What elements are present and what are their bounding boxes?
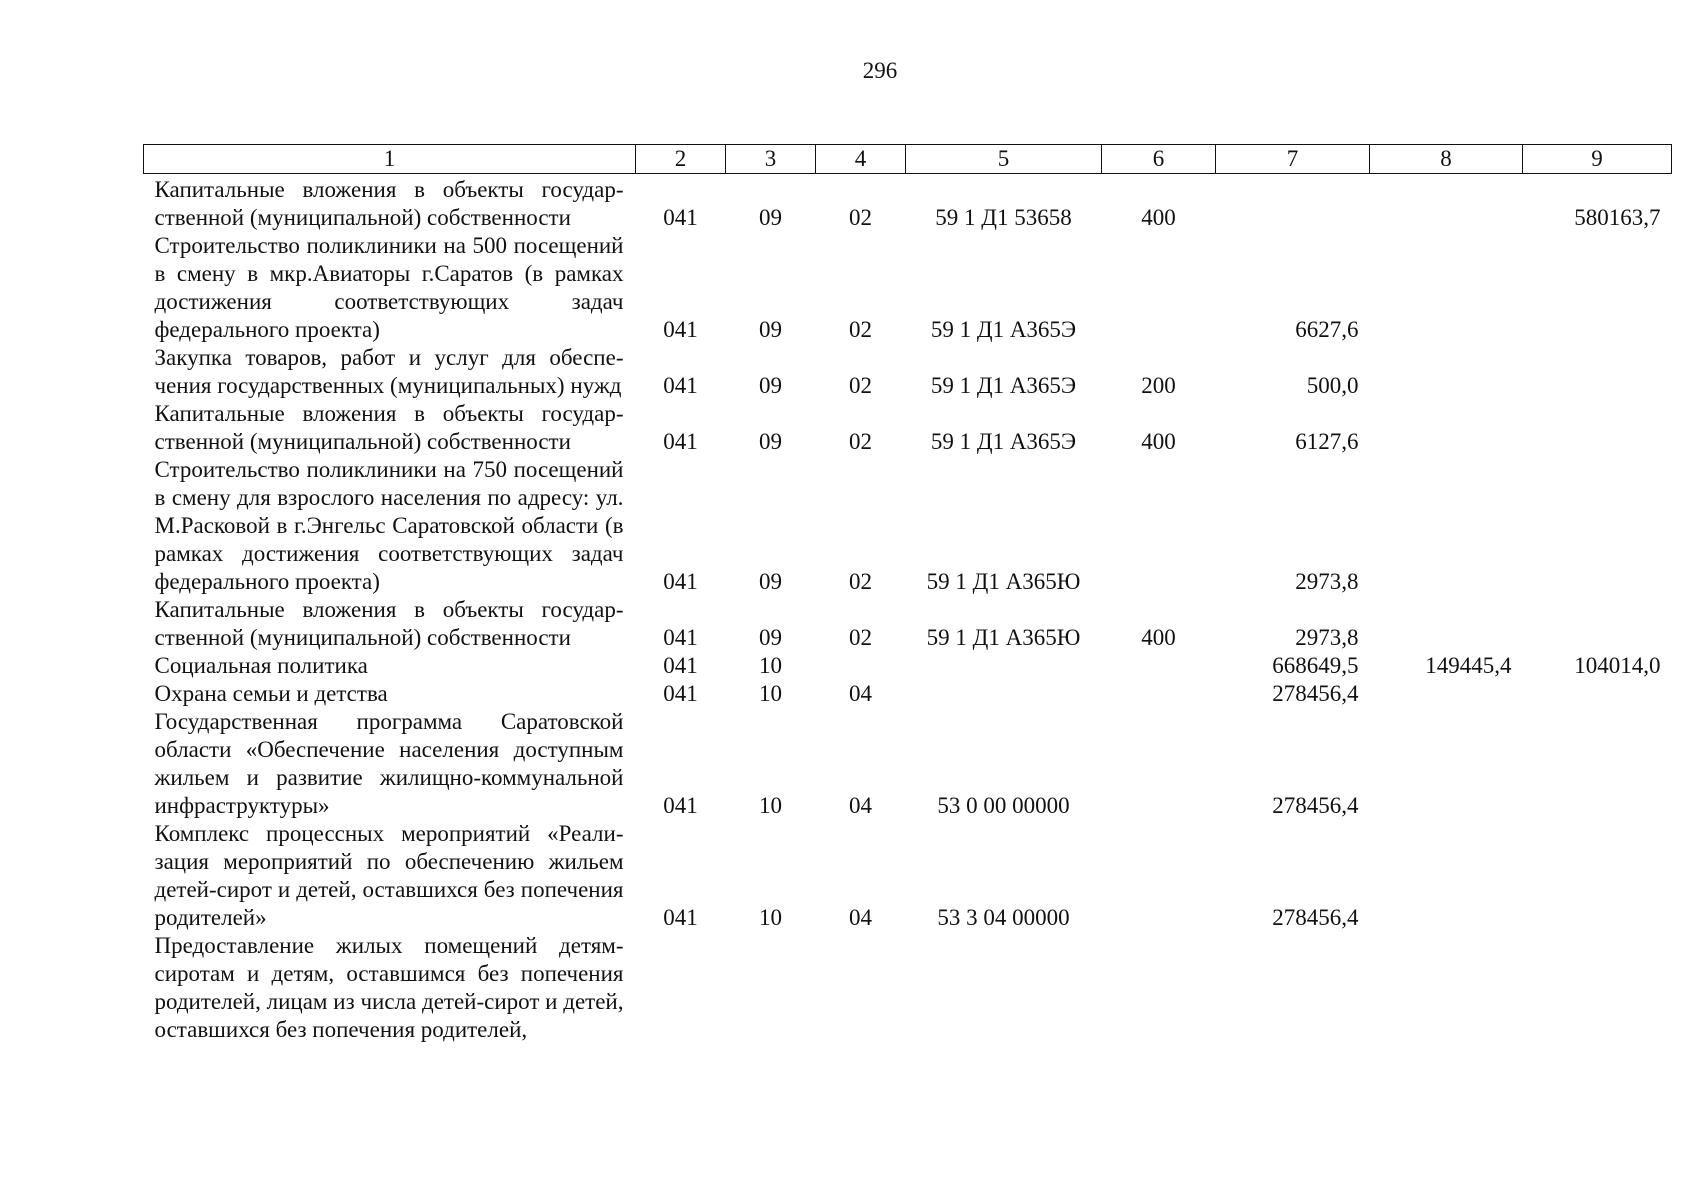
table-row bbox=[144, 932, 1672, 1044]
column-header-1: 1 bbox=[144, 145, 636, 174]
row-amount-col7 bbox=[1216, 174, 1370, 233]
row-amount-col9 bbox=[1523, 596, 1672, 652]
column-header-2: 2 bbox=[636, 145, 726, 174]
row-ministry-code: 041 bbox=[663, 317, 698, 342]
row-subsection-code: 02 bbox=[849, 373, 872, 398]
row-target-item-code bbox=[906, 932, 1102, 1044]
row-target-item-code bbox=[906, 652, 1102, 680]
row-section-code: 10 bbox=[759, 653, 782, 678]
row-subsection-code bbox=[816, 652, 906, 680]
row-description: Комплекс процессных мероприятий «Реализация мероприятий по обеспечению жильем детей-сирот и детей, оставшихся без попечения родителей» bbox=[154, 821, 624, 930]
row-target-item-code: 59 1 Д1 А365Э bbox=[930, 429, 1077, 454]
row-subsection-code: 02 bbox=[849, 625, 872, 650]
table-row bbox=[144, 400, 1672, 456]
column-header-3: 3 bbox=[726, 145, 816, 174]
row-amount-col9 bbox=[1523, 932, 1672, 1044]
row-ministry-code: 041 bbox=[663, 205, 698, 230]
row-description: Предоставление жилых помещений детям-сиротам и детям, оставшимся без попечения родителей, лицам из числа детей-сирот и детей, оставшихся без попечения родителей, bbox=[154, 933, 624, 1042]
table-row bbox=[144, 596, 1672, 652]
row-target-item-code: 53 3 04 00000 bbox=[937, 905, 1070, 930]
row-expense-type-code: 400 bbox=[1141, 429, 1176, 454]
row-amount-col7: 2973,8 bbox=[1295, 625, 1359, 650]
row-ministry-code bbox=[636, 932, 726, 1044]
row-amount-col8 bbox=[1370, 174, 1523, 233]
row-description: Капитальные вложения в объекты государственной (муниципальной) собственности bbox=[154, 177, 624, 230]
table-row bbox=[144, 232, 1672, 344]
row-target-item-code: 59 1 Д1 53658 bbox=[935, 205, 1072, 230]
row-section-code bbox=[726, 932, 816, 1044]
row-section-code: 09 bbox=[759, 569, 782, 594]
column-header-9: 9 bbox=[1523, 145, 1672, 174]
row-amount-col8: 149445,4 bbox=[1425, 653, 1512, 678]
row-amount-col9 bbox=[1523, 344, 1672, 400]
row-amount-col7: 668649,5 bbox=[1272, 653, 1359, 678]
row-expense-type-code: 200 bbox=[1141, 373, 1176, 398]
row-amount-col8 bbox=[1370, 232, 1523, 344]
row-ministry-code: 041 bbox=[663, 905, 698, 930]
row-section-code: 09 bbox=[759, 625, 782, 650]
row-amount-col8 bbox=[1370, 344, 1523, 400]
row-target-item-code: 59 1 Д1 А365Ю bbox=[926, 569, 1081, 594]
row-ministry-code: 041 bbox=[663, 373, 698, 398]
row-amount-col7: 500,0 bbox=[1306, 373, 1359, 398]
row-amount-col7: 6627,6 bbox=[1295, 317, 1359, 342]
row-section-code: 09 bbox=[759, 205, 782, 230]
column-header-4: 4 bbox=[816, 145, 906, 174]
row-expense-type-code bbox=[1102, 708, 1216, 820]
row-description: Закупка товаров, работ и услуг для обеспечения государственных (муниципальных) нужд bbox=[154, 345, 624, 398]
row-target-item-code: 59 1 Д1 А365Ю bbox=[926, 625, 1081, 650]
row-amount-col7: 278456,4 bbox=[1272, 793, 1359, 818]
column-header-5: 5 bbox=[906, 145, 1102, 174]
row-ministry-code: 041 bbox=[663, 653, 698, 678]
row-amount-col8 bbox=[1370, 932, 1523, 1044]
row-amount-col8 bbox=[1370, 456, 1523, 596]
row-amount-col7: 6127,6 bbox=[1295, 429, 1359, 454]
budget-table bbox=[143, 144, 1672, 1044]
table-row bbox=[144, 680, 1672, 708]
row-description: Строительство поликлиники на 500 посещений в смену в мкр.Авиаторы г.Саратов (в рамках достижения соответствующих задач федерального проекта) bbox=[154, 233, 624, 342]
row-expense-type-code bbox=[1102, 820, 1216, 932]
table-body bbox=[144, 174, 1672, 1045]
row-ministry-code: 041 bbox=[663, 625, 698, 650]
row-amount-col7 bbox=[1216, 932, 1370, 1044]
row-amount-col7: 278456,4 bbox=[1272, 905, 1359, 930]
row-amount-col9 bbox=[1523, 708, 1672, 820]
page-number: 296 bbox=[862, 58, 898, 83]
row-target-item-code: 59 1 Д1 А365Э bbox=[930, 373, 1077, 398]
row-section-code: 10 bbox=[759, 681, 782, 706]
row-expense-type-code: 400 bbox=[1141, 625, 1176, 650]
row-section-code: 10 bbox=[759, 793, 782, 818]
row-description: Социальная политика bbox=[154, 653, 368, 678]
table-row bbox=[144, 344, 1672, 400]
row-expense-type-code bbox=[1102, 680, 1216, 708]
row-subsection-code bbox=[816, 932, 906, 1044]
row-amount-col9 bbox=[1523, 232, 1672, 344]
row-amount-col9 bbox=[1523, 400, 1672, 456]
row-amount-col9: 580163,7 bbox=[1574, 205, 1661, 230]
row-amount-col8 bbox=[1370, 400, 1523, 456]
row-description: Капитальные вложения в объекты государственной (муниципальной) собственности bbox=[154, 597, 624, 650]
row-section-code: 09 bbox=[759, 317, 782, 342]
row-ministry-code: 041 bbox=[663, 793, 698, 818]
row-amount-col8 bbox=[1370, 680, 1523, 708]
column-number-row bbox=[144, 145, 1672, 174]
row-subsection-code: 02 bbox=[849, 205, 872, 230]
row-amount-col8 bbox=[1370, 596, 1523, 652]
row-amount-col9 bbox=[1523, 456, 1672, 596]
row-ministry-code: 041 bbox=[663, 681, 698, 706]
row-expense-type-code bbox=[1102, 932, 1216, 1044]
row-amount-col9 bbox=[1523, 680, 1672, 708]
row-subsection-code: 04 bbox=[849, 681, 872, 706]
row-section-code: 09 bbox=[759, 429, 782, 454]
table-row bbox=[144, 652, 1672, 680]
row-description: Строительство поликлиники на 750 посещений в смену для взрослого населения по адресу: ул. М.Расковой в г.Энгельс Саратовской области (в рамках достижения соответствующих задач федерального проекта) bbox=[154, 457, 624, 594]
row-target-item-code bbox=[906, 680, 1102, 708]
table-row bbox=[144, 456, 1672, 596]
row-subsection-code: 02 bbox=[849, 569, 872, 594]
column-header-6: 6 bbox=[1102, 145, 1216, 174]
row-amount-col7: 278456,4 bbox=[1272, 681, 1359, 706]
row-amount-col9: 104014,0 bbox=[1574, 653, 1661, 678]
row-target-item-code: 53 0 00 00000 bbox=[937, 793, 1070, 818]
row-section-code: 09 bbox=[759, 373, 782, 398]
row-amount-col8 bbox=[1370, 820, 1523, 932]
row-ministry-code: 041 bbox=[663, 429, 698, 454]
row-amount-col8 bbox=[1370, 708, 1523, 820]
table-row bbox=[144, 174, 1672, 233]
row-subsection-code: 04 bbox=[849, 793, 872, 818]
row-expense-type-code bbox=[1102, 456, 1216, 596]
row-target-item-code: 59 1 Д1 А365Э bbox=[930, 317, 1077, 342]
table-row bbox=[144, 708, 1672, 820]
row-subsection-code: 02 bbox=[849, 317, 872, 342]
row-section-code: 10 bbox=[759, 905, 782, 930]
row-description: Государственная программа Саратовской области «Обеспечение населения доступным жильем и развитие жилищно-коммунальной инфраструктуры» bbox=[154, 709, 624, 818]
row-expense-type-code bbox=[1102, 232, 1216, 344]
row-description: Капитальные вложения в объекты государственной (муниципальной) собственности bbox=[154, 401, 624, 454]
row-ministry-code: 041 bbox=[663, 569, 698, 594]
row-amount-col9 bbox=[1523, 820, 1672, 932]
table-row bbox=[144, 820, 1672, 932]
row-expense-type-code: 400 bbox=[1141, 205, 1176, 230]
row-description: Охрана семьи и детства bbox=[154, 681, 388, 706]
row-subsection-code: 04 bbox=[849, 905, 872, 930]
row-expense-type-code bbox=[1102, 652, 1216, 680]
row-subsection-code: 02 bbox=[849, 429, 872, 454]
row-amount-col7: 2973,8 bbox=[1295, 569, 1359, 594]
column-header-7: 7 bbox=[1216, 145, 1370, 174]
column-header-8: 8 bbox=[1370, 145, 1523, 174]
